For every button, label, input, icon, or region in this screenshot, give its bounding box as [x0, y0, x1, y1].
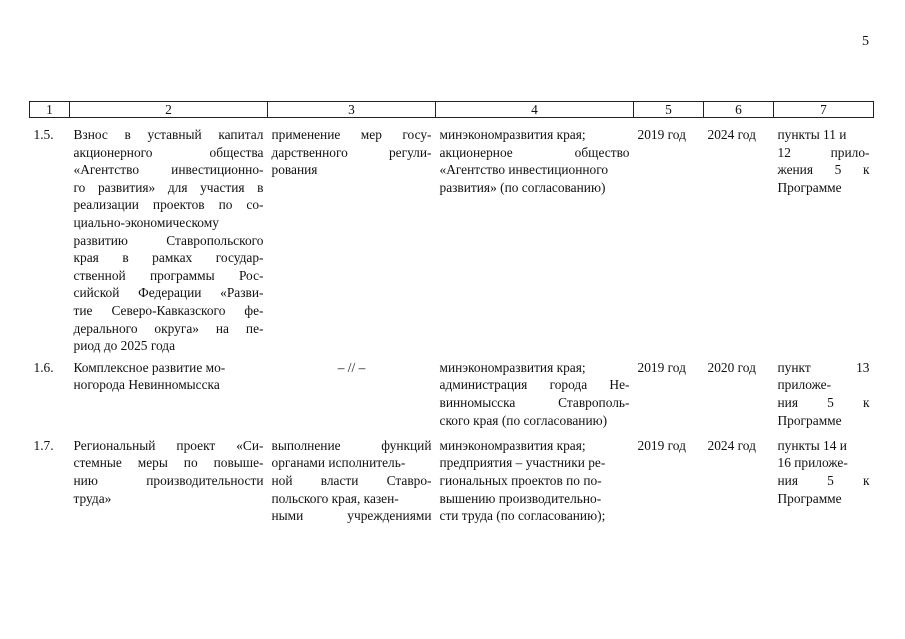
- header-col-1: 1: [30, 102, 70, 118]
- reference: пункт 13 приложе- ния 5 к Программе: [777, 359, 870, 428]
- reference: пункты 11 и 12 прило- жения 5 к Программе: [777, 127, 870, 195]
- measure-name: Региональный проект «Си- стемные меры по повыше- нию производительности труда»: [73, 437, 264, 506]
- row-number: 1.5.: [33, 127, 54, 142]
- header-col-7: 7: [774, 102, 874, 118]
- responsible: минэкономразвития края; администрация города Не- винномысска Ставрополь- ского края (по согласованию): [439, 359, 630, 428]
- responsible: минэкономразвития края; предприятия – участники ре- гиональных проектов по по- вышению производительно- сти труда (по согласованию);: [439, 437, 606, 524]
- mechanism: выполнение функций органами исполнитель- ной власти Ставро- польского края, казен- ными учреждениями: [271, 437, 432, 524]
- reference: пункты 14 и 16 приложе- ния 5 к Программе: [777, 437, 870, 506]
- measure-name: Комплексное развитие мо- ногорода Невинномысска: [73, 359, 226, 393]
- header-col-2: 2: [70, 102, 268, 118]
- start-year: 2019 год: [637, 437, 686, 453]
- end-year: 2024 год: [707, 127, 756, 142]
- measures-table: [29, 101, 874, 525]
- end-year: 2024 год: [707, 437, 756, 453]
- header-col-3: 3: [268, 102, 436, 118]
- header-row: [30, 102, 874, 118]
- row-number: 1.7.: [33, 437, 54, 453]
- measure-name: Взнос в уставный капитал акционерного общества «Агентство инвестиционно- го развития» для участия в реализации проектов по со- циально-экономическому развитию Ставропольского края в рамках государ- ственной программы Рос- сийской Федерации «Разви- тие Северо-Кавказского фе- дерального округа» на пе- риод до 2025 года: [73, 127, 264, 354]
- end-year: 2020 год: [707, 359, 756, 375]
- table-header: [30, 102, 874, 118]
- header-col-6: 6: [704, 102, 774, 118]
- table-row: [30, 433, 874, 525]
- start-year: 2019 год: [637, 359, 686, 375]
- table-row: [30, 118, 874, 355]
- mechanism: применение мер госу- дарственного регули- рования: [271, 127, 432, 178]
- mechanism: – // –: [337, 359, 366, 375]
- header-col-4: 4: [436, 102, 634, 118]
- table-row: [30, 355, 874, 433]
- row-number: 1.6.: [33, 359, 54, 375]
- responsible: минэкономразвития края; акционерное общество «Агентство инвестиционного развития» (по согласованию): [439, 127, 630, 195]
- page-number: 5: [862, 34, 869, 49]
- start-year: 2019 год: [637, 127, 686, 142]
- header-col-5: 5: [634, 102, 704, 118]
